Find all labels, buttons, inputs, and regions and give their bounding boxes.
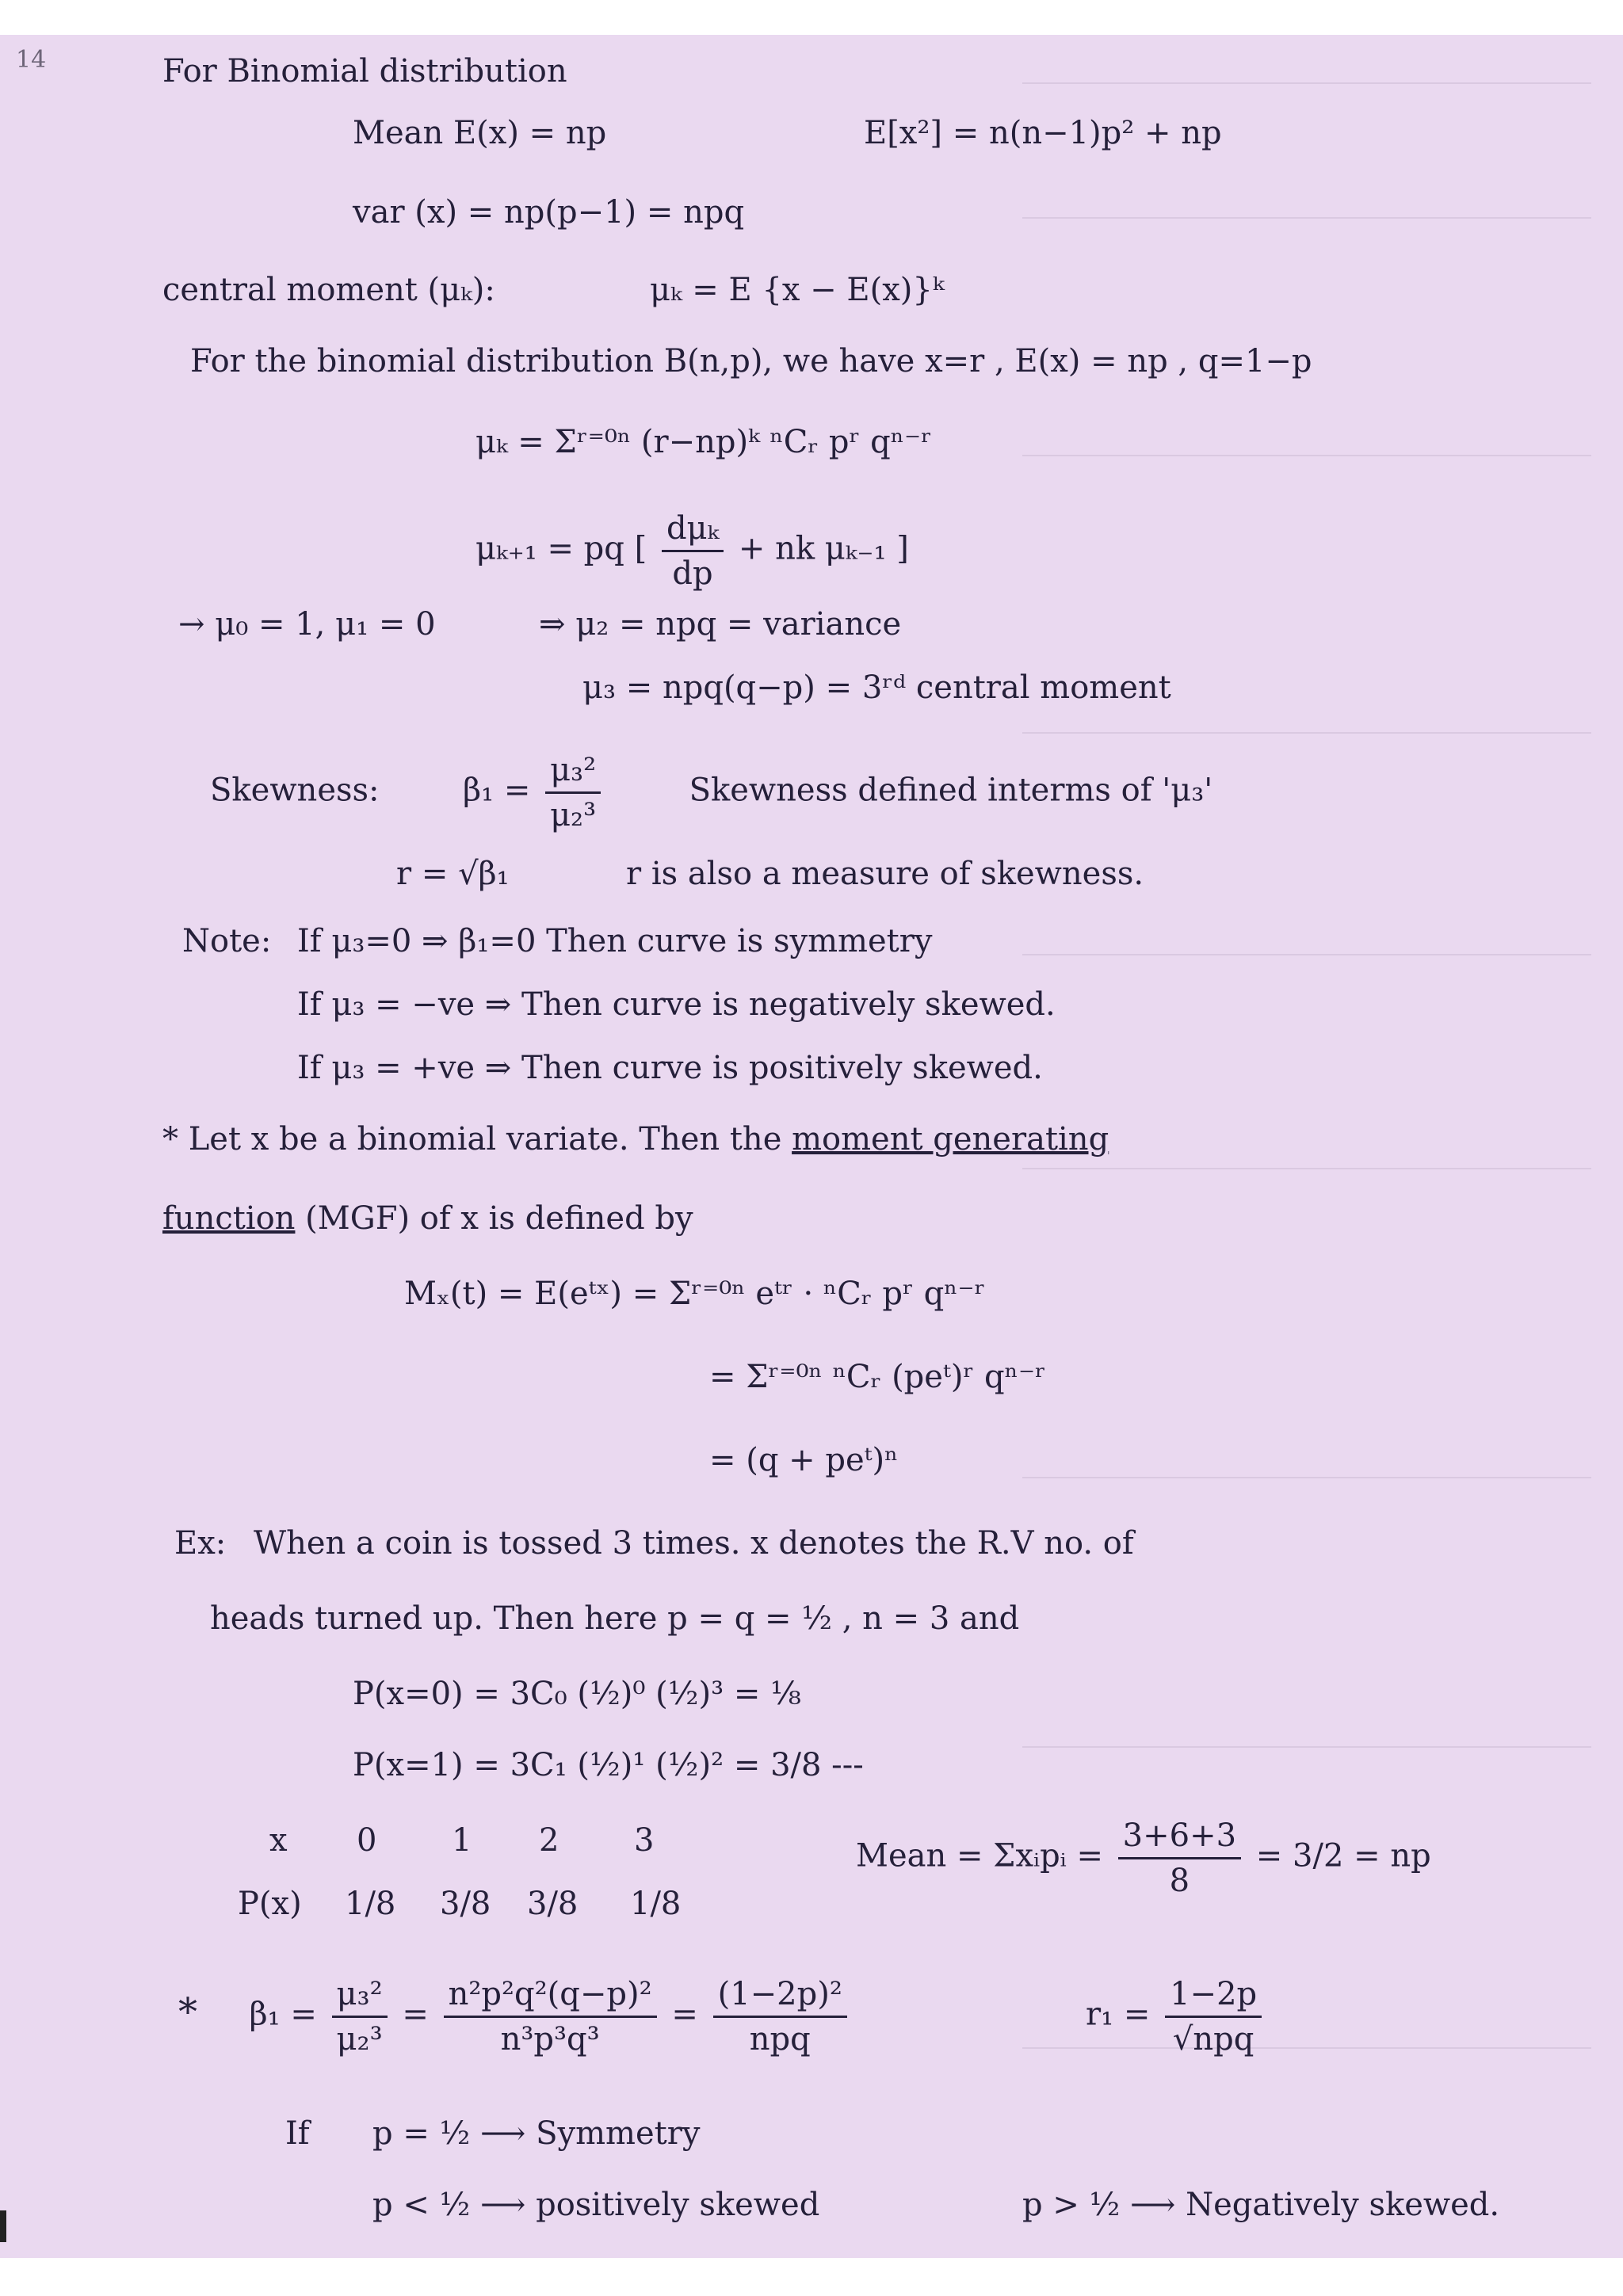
beta1-derivation: [178, 1973, 852, 2061]
mean-lhs: Mean = Σxᵢpᵢ =: [856, 1837, 1103, 1875]
fraction-denominator: μ₂³: [336, 2021, 383, 2058]
bleed-through-line: [1022, 1746, 1591, 1748]
fraction-numerator: n²p²q²(q−p)²: [444, 1973, 657, 2018]
positive-skew-condition: If μ₃ = +ve ⇒ Then curve is positively skewed.: [297, 1050, 1043, 1086]
fraction-numerator: μ₃²: [545, 749, 601, 794]
gamma1-fraction: [1165, 1973, 1262, 2061]
mean-result: = 3/2 = np: [1255, 1837, 1431, 1875]
initial-moments: → μ₀ = 1, μ₁ = 0: [178, 606, 436, 643]
binomial-setup-line: For the binomial distribution B(n,p), we have x=r , E(x) = np , q=1−p: [190, 343, 1312, 379]
fraction-numerator: μ₃²: [332, 1973, 388, 2018]
gamma1-lhs: r₁ =: [1086, 1996, 1151, 2033]
bleed-through-line: [1022, 1477, 1591, 1478]
table-p-label: P(x): [238, 1886, 302, 1922]
central-moment-label: central moment (μₖ):: [162, 272, 495, 308]
fraction-numerator: dμₖ: [662, 507, 724, 552]
symmetry-case: p = ½ ⟶ Symmetry: [372, 2115, 701, 2152]
bleed-through-line: [1022, 1168, 1591, 1169]
variance-formula: var (x) = np(p−1) = npq: [353, 194, 745, 231]
table-x-value: 0: [357, 1822, 377, 1859]
probability-x0: P(x=0) = 3C₀ (½)⁰ (½)³ = ⅛: [353, 1676, 801, 1712]
equals-sign: =: [402, 1996, 429, 2033]
recurrence-lhs: μₖ₊₁ = pq [: [475, 530, 647, 567]
mgf-formula-step1: Mₓ(t) = E(eᵗˣ) = Σʳ⁼⁰ⁿ eᵗʳ · ⁿCᵣ pʳ qⁿ⁻ʳ: [404, 1276, 986, 1312]
bleed-through-line: [1022, 455, 1591, 456]
section-heading: For Binomial distribution: [162, 53, 567, 90]
table-p-value: 1/8: [345, 1886, 396, 1922]
function-term: function: [162, 1200, 296, 1237]
fraction-denominator: n³p³q³: [500, 2021, 600, 2058]
bullet-star: *: [178, 1989, 197, 2035]
table-p-value: 3/8: [440, 1886, 491, 1922]
equals-sign: =: [671, 1996, 698, 2033]
table-p-value: 1/8: [630, 1886, 682, 1922]
skewness-formula: [210, 749, 1212, 837]
second-moment-formula: E[x²] = n(n−1)p² + np: [864, 115, 1222, 151]
example-given: heads turned up. Then here p = q = ½ , n = 3 and: [210, 1600, 1020, 1637]
bleed-through-line: [1022, 954, 1591, 955]
mean-formula: Mean E(x) = np: [353, 115, 607, 151]
fraction-denominator: npq: [749, 2021, 811, 2058]
mgf-definition-line: [162, 1196, 693, 1241]
mgf-definition-text: (MGF) of x is defined by: [305, 1200, 693, 1237]
mean-calculation: [856, 1814, 1431, 1902]
fraction-denominator: √npq: [1172, 2021, 1254, 2058]
positive-skew-case: p < ½ ⟶ positively skewed: [372, 2187, 820, 2223]
symmetry-condition: If μ₃=0 ⇒ β₁=0 Then curve is symmetry: [297, 923, 933, 959]
gamma-description: r is also a measure of skewness.: [626, 856, 1144, 892]
mgf-formula-step2: = Σʳ⁼⁰ⁿ ⁿCᵣ (peᵗ)ʳ qⁿ⁻ʳ: [709, 1359, 1046, 1395]
probability-x1: P(x=1) = 3C₁ (½)¹ (½)² = 3/8 ---: [353, 1747, 864, 1783]
page-number: 14: [16, 46, 47, 74]
skewness-description: Skewness defined interms of 'μ₃': [689, 772, 1213, 809]
gamma1-formula: [1086, 1973, 1266, 2061]
note-label: Note:: [182, 923, 272, 959]
table-x-value: 2: [539, 1822, 559, 1859]
recurrence-rhs: + nk μₖ₋₁ ]: [738, 530, 909, 567]
fraction-numerator: 3+6+3: [1118, 1814, 1241, 1859]
skewness-label: Skewness:: [210, 772, 380, 809]
negative-skew-case: p > ½ ⟶ Negatively skewed.: [1022, 2187, 1500, 2223]
bleed-through-line: [1022, 217, 1591, 219]
beta1-fraction-3: [713, 1973, 847, 2061]
second-central-moment: ⇒ μ₂ = npq = variance: [539, 606, 902, 643]
recurrence-formula: [475, 507, 909, 595]
beta1-lhs: β₁ =: [249, 1996, 317, 2033]
negative-skew-condition: If μ₃ = −ve ⇒ Then curve is negatively skewed.: [297, 986, 1056, 1023]
beta1-fraction: [545, 749, 601, 837]
mgf-formula-result: = (q + peᵗ)ⁿ: [709, 1442, 899, 1478]
if-label: If: [285, 2115, 310, 2152]
fraction-denominator: μ₂³: [550, 797, 597, 833]
fraction-denominator: dp: [672, 555, 713, 592]
table-x-value: 3: [634, 1822, 655, 1859]
beta1-label: β₁ =: [462, 772, 531, 809]
mean-fraction: [1118, 1814, 1241, 1902]
table-x-value: 1: [452, 1822, 472, 1859]
table-x-label: x: [269, 1822, 288, 1859]
third-central-moment: μ₃ = npq(q−p) = 3ʳᵈ central moment: [582, 669, 1171, 706]
mgf-intro-text: * Let x be a binomial variate. Then the: [162, 1121, 782, 1158]
scan-edge-mark: [0, 2210, 6, 2242]
example-statement: When a coin is tossed 3 times. x denotes the R.V no. of: [254, 1525, 1134, 1562]
table-p-value: 3/8: [527, 1886, 579, 1922]
bleed-through-line: [1022, 82, 1591, 84]
mu-k-formula: μₖ = Σʳ⁼⁰ⁿ (r−np)ᵏ ⁿCᵣ pʳ qⁿ⁻ʳ: [475, 424, 933, 460]
beta1-fraction-1: [332, 1973, 388, 2061]
fraction-numerator: 1−2p: [1165, 1973, 1262, 2018]
fraction-denominator: 8: [1169, 1863, 1190, 1899]
gamma-formula: r = √β₁: [396, 856, 510, 892]
fraction-numerator: (1−2p)²: [713, 1973, 847, 2018]
mgf-intro-line: [162, 1117, 1109, 1161]
beta1-fraction-2: [444, 1973, 657, 2061]
bleed-through-line: [1022, 732, 1591, 734]
mgf-term: moment generating: [792, 1121, 1109, 1158]
derivative-fraction: [662, 507, 724, 595]
central-moment-formula: μₖ = E {x − E(x)}ᵏ: [650, 272, 945, 308]
example-label: Ex:: [174, 1525, 227, 1562]
